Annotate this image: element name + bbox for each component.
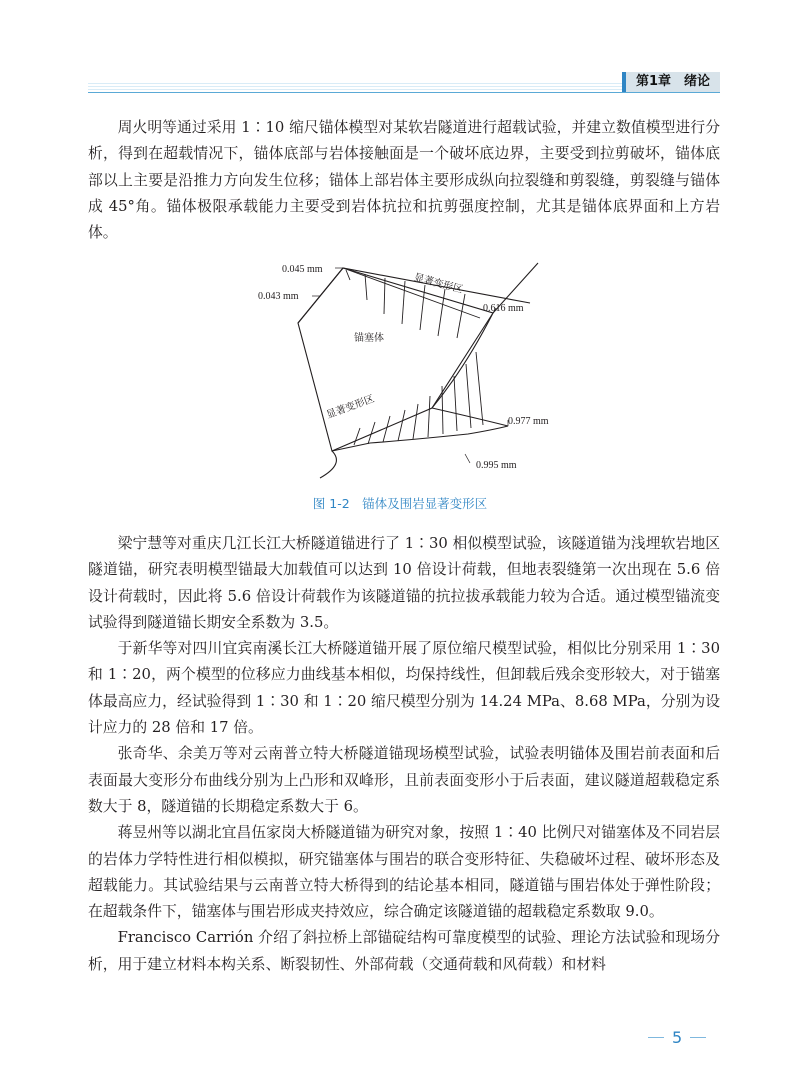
page-number-value: 5 (672, 1028, 683, 1047)
leader-lines (312, 268, 508, 463)
paragraph: 周火明等通过采用 1∶10 缩尺锚体模型对某软岩隧道进行超载试验，并建立数值模型进行分析，得到在超载情况下，锚体底部与岩体接触面是一个破坏底边界，主要受到拉剪破坏，锚体底部以上主要是沿推力方向发生位移；锚体上部岩体主要形成纵向拉裂缝和剪裂缝，剪裂缝与锚体成 45°角。锚体极限承载能力主要受到岩体抗拉和抗剪强度控制，尤其是锚体底界面和上方岩体。 (88, 119, 720, 242)
body-text-bottom (88, 531, 720, 978)
running-header (88, 74, 720, 93)
label-left: 0.043 mm (258, 291, 299, 302)
bottom-curve (320, 451, 336, 478)
label-right-mid: 0.977 mm (508, 416, 549, 427)
dash-right (690, 1037, 706, 1038)
label-bottom: 0.995 mm (476, 460, 517, 471)
label-anchor-body: 锚塞体 (354, 333, 384, 344)
body-text-top (88, 115, 720, 246)
label-lower-zone: 显著变形区 (325, 393, 376, 422)
paragraph: 梁宁慧等对重庆几江长江大桥隧道锚进行了 1∶30 相似模型试验，该隧道锚为浅埋软岩地区隧道锚，研究表明模型锚最大加载值可以达到 10 倍设计荷载，但地表裂缝第一次出现在 5.6 倍设计荷载时，因此将 5.6 倍设计荷载作为该隧道锚的抗拉拔承载能力较为合适。通过模型锚流变试验得到隧道锚长期安全系数为 3.5。 (88, 535, 720, 631)
chapter-title: 第1章 绪论 (622, 72, 720, 92)
figure-anchor-deformation (250, 258, 570, 483)
label-top-left: 0.045 mm (282, 264, 323, 275)
dash-left (648, 1037, 664, 1038)
label-upper-zone: 显著变形区 (412, 272, 464, 296)
header-hatch-decoration (88, 81, 630, 90)
paragraph: 张奇华、余美万等对云南普立特大桥隧道锚现场模型试验，试验表明锚体及围岩前表面和后表面最大变形分布曲线分别为上凸形和双峰形，且前表面变形小于后表面，建议隧道超载稳定系数大于 8，隧道锚的长期稳定系数大于 6。 (88, 745, 720, 815)
paragraph: 蒋昱州等以湖北宜昌伍家岗大桥隧道锚为研究对象，按照 1∶40 比例尺对锚塞体及不同岩层的岩体力学特性进行相似模拟，研究锚塞体与围岩的联合变形特征、失稳破坏过程、破坏形态及超载能力。其试验结果与云南普立特大桥得到的结论基本相同，隧道锚与围岩体处于弹性阶段；在超载条件下，锚塞体与围岩形成夹持效应，综合确定该隧道锚的超载稳定系数取 9.0。 (88, 824, 720, 921)
paragraph: 于新华等对四川宜宾南溪长江大桥隧道锚开展了原位缩尺模型试验，相似比分别采用 1∶30 和 1∶20，两个模型的位移应力曲线基本相似，均保持线性，但卸载后残余变形较大，对于锚塞体最高应力，经试验得到 1∶30 和 1∶20 缩尺模型分别为 14.24 MPa、8.68 MPa，分别为设计应力的 28 倍和 17 倍。 (88, 640, 720, 737)
paragraph: Francisco Carrión 介绍了斜拉桥上部锚碇结构可靠度模型的试验、理论方法试验和现场分析，用于建立材料本构关系、断裂韧性、外部荷载（交通荷载和风荷载）和材料 (88, 929, 720, 973)
label-top-right: 0.616 mm (483, 303, 524, 314)
figure-caption: 图 1-2 锚体及围岩显著变形区 (312, 496, 488, 511)
page-number (648, 1028, 706, 1047)
anchor-body-outline (298, 268, 493, 451)
